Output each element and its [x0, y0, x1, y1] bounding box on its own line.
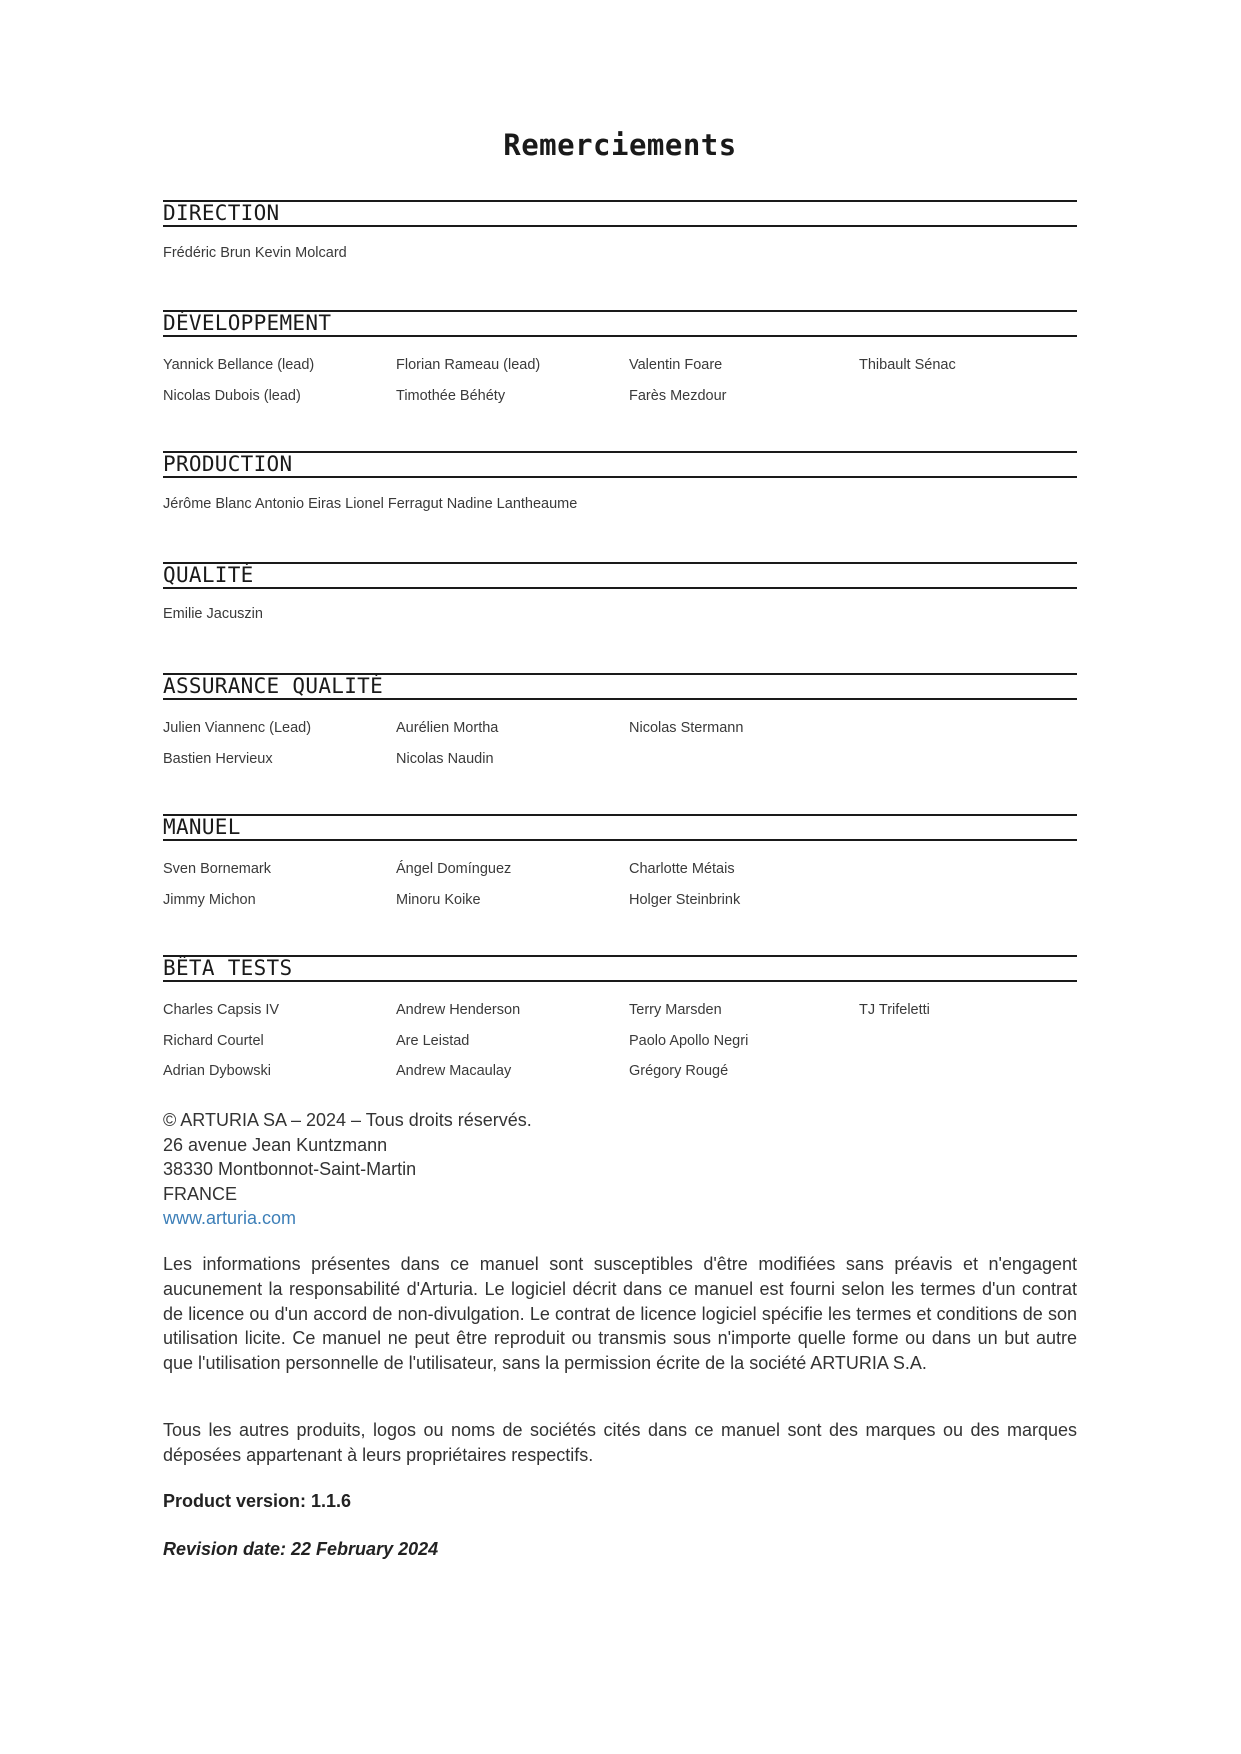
credit-name: Andrew Macaulay: [396, 1063, 512, 1079]
section-header: [163, 814, 1077, 841]
country-line: FRANCE: [163, 1183, 238, 1204]
section-header: [163, 310, 1077, 337]
city-line: 38330 Montbonnot-Saint-Martin: [163, 1159, 417, 1179]
credit-name: Bastien Hervieux: [163, 750, 273, 767]
credit-name: Ángel Domínguez: [396, 861, 512, 877]
credit-name: Florian Rameau (lead): [396, 357, 541, 373]
section-header: [163, 200, 1077, 227]
section-header: [163, 673, 1077, 700]
credit-name: Charlotte Métais: [629, 861, 735, 877]
section-direction: [163, 200, 1077, 261]
section-title: PRODUCTION: [163, 452, 293, 476]
credit-row: [163, 388, 1077, 419]
section-title: BÊTA TESTS: [163, 956, 293, 980]
section-qualite: [163, 562, 1077, 622]
section-title: MANUEL: [163, 815, 241, 839]
credit-name: Thibault Sénac: [859, 357, 956, 373]
credit-name: Andrew Henderson: [396, 1002, 521, 1018]
page-title: Remerciements: [503, 128, 737, 162]
section-manuel: [163, 814, 1077, 922]
trademark-paragraph: Tous les autres produits, logos ou noms de sociétés cités dans ce manuel sont des marques ou des marques déposées appartenant à leurs propriétaires respectifs.: [163, 1420, 1077, 1465]
credit-names: Jérôme Blanc Antonio Eiras Lionel Ferragut Nadine Lantheaume: [163, 496, 578, 512]
section-title: QUALITÉ: [163, 563, 254, 587]
credit-name: Nicolas Dubois (lead): [163, 387, 301, 404]
section-beta-tests: [163, 955, 1077, 1094]
credit-name: Paolo Apollo Negri: [629, 1032, 749, 1049]
credit-row: [163, 1033, 1077, 1064]
credit-name: Julien Viannenc (Lead): [163, 720, 312, 736]
credit-name: Are Leistad: [396, 1032, 470, 1049]
section-developpement: [163, 310, 1077, 418]
credit-name: Sven Bornemark: [163, 861, 271, 877]
website-link[interactable]: www.arturia.com: [163, 1208, 297, 1228]
section-title: DÉVELOPPEMENT: [163, 311, 332, 335]
credit-names: Emilie Jacuszin: [163, 606, 263, 622]
credit-row: [163, 861, 1077, 892]
section-header: [163, 562, 1077, 589]
credit-name: Grégory Rougé: [629, 1063, 729, 1079]
copyright-line: © ARTURIA SA – 2024 – Tous droits réservés.: [163, 1110, 532, 1130]
credit-name: Nicolas Naudin: [396, 750, 494, 767]
credit-row: [163, 892, 1077, 923]
credit-name: Farès Mezdour: [629, 387, 727, 404]
credit-row: [163, 1063, 1077, 1094]
credit-row: [163, 357, 1077, 388]
product-version: Product version: 1.1.6: [163, 1491, 352, 1511]
revision-date: Revision date: 22 February 2024: [163, 1539, 439, 1559]
section-header: [163, 955, 1077, 982]
credit-name: Jimmy Michon: [163, 891, 256, 908]
credit-name: Aurélien Mortha: [396, 720, 499, 736]
credit-name: Terry Marsden: [629, 1002, 722, 1018]
credit-name: Yannick Bellance (lead): [163, 357, 315, 373]
street-line: 26 avenue Jean Kuntzmann: [163, 1134, 388, 1155]
credit-name: Nicolas Stermann: [629, 720, 744, 736]
credit-name: Valentin Foare: [629, 357, 723, 373]
company-address: [163, 1108, 532, 1231]
disclaimer-paragraph: Les informations présentes dans ce manuel sont susceptibles d'être modifiées sans préavis et n'engagent aucunement la responsabilité d'Arturia. Le logiciel décrit dans ce manuel est fourni selon les termes d'un contrat de licence ou d'un accord de non-divulgation. Le contrat de licence logiciel spécifie les termes et conditions de son utilisation licite. Ce manuel ne peut être reproduit ou transmis sous n'importe quelle forme ou dans un but autre que l'utilisation personnelle de l'utilisateur, sans la permission écrite de la société ARTURIA S.A.: [163, 1254, 1077, 1374]
section-assurance-qualite: [163, 673, 1077, 781]
credit-name: Timothée Béhéty: [396, 387, 506, 404]
credit-name: Richard Courtel: [163, 1032, 264, 1049]
credit-name: Holger Steinbrink: [629, 891, 741, 908]
credit-name: Charles Capsis IV: [163, 1002, 280, 1018]
credit-name: Minoru Koike: [396, 891, 481, 908]
section-title: DIRECTION: [163, 201, 280, 225]
section-header: [163, 451, 1077, 478]
credit-names: Frédéric Brun Kevin Molcard: [163, 245, 347, 261]
credit-row: [163, 720, 1077, 751]
credit-row: [163, 1002, 1077, 1033]
section-title: ASSURANCE QUALITÉ: [163, 674, 384, 698]
section-production: [163, 451, 1077, 512]
credit-name: TJ Trifeletti: [859, 1002, 930, 1018]
credit-name: Adrian Dybowski: [163, 1063, 271, 1079]
credit-row: [163, 751, 1077, 782]
